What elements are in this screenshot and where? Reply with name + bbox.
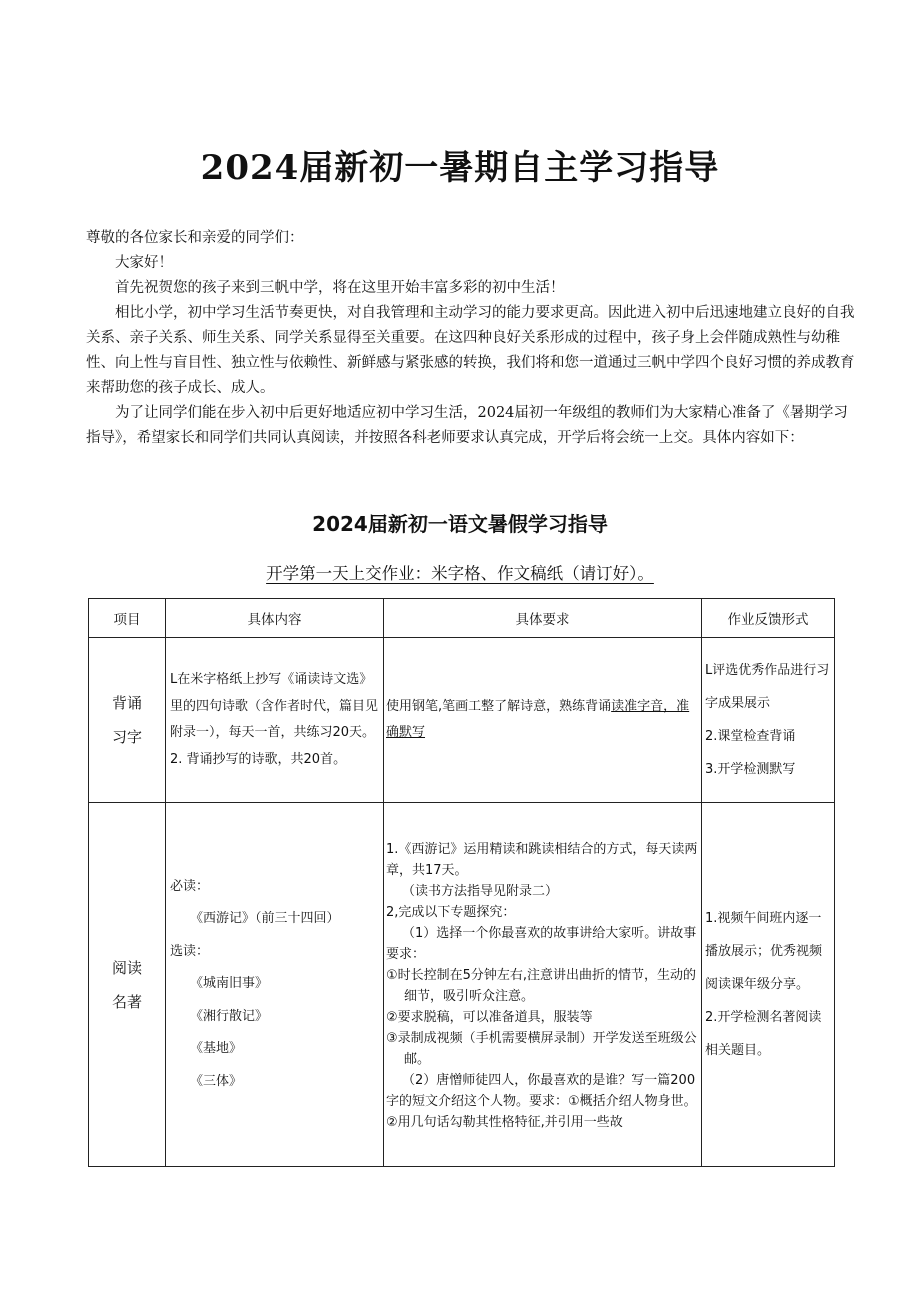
homework-notice-text: 开学第一天上交作业：米字格、作文稿纸（请订好）。 <box>266 564 654 583</box>
item-recite-calligraphy <box>89 638 166 803</box>
requirement-line: 2,完成以下专题探究： <box>386 904 516 920</box>
requirement-line: ②用几句话勾勒其性格特征,并引用一些故 <box>386 1114 623 1130</box>
table-row <box>89 638 835 803</box>
content-line: 《三体》 <box>190 1073 243 1089</box>
requirement-cell <box>384 638 702 803</box>
header-content: 具体内容 <box>166 599 384 638</box>
feedback-line: 2.课堂检查背诵 <box>705 729 796 744</box>
requirement-text <box>386 694 699 746</box>
content-line: 必读： <box>170 878 210 894</box>
requirement-plain: 使用钢笔,笔画工整了解诗意，熟练背诵 <box>386 699 612 714</box>
requirement-underlined: 读准字音，准确默写 <box>386 699 690 740</box>
page-title: 2024届新初一暑期自主学习指导 <box>200 148 720 188</box>
content-cell <box>166 803 384 1167</box>
feedback-cell <box>702 638 835 803</box>
table-row <box>89 803 835 1167</box>
intro-paragraph: 相比小学，初中学习生活节奏更快，对自我管理和主动学习的能力要求更高。因此进入初中后迅速地建立良好的自我关系、亲子关系、师生关系、同学关系显得至关重要。在这四种良好关系形成的过程中，孩子身上会伴随成熟性与幼稚性、向上性与盲目性、独立性与依赖性、新鲜感与紧张感的转换，我们将和您一道通过三帆中学四个良好习惯的养成教育来帮助您的孩子成长、成人。 <box>86 305 855 396</box>
content-line: 《城南旧事》 <box>190 976 269 992</box>
feedback-line: 3.开学检测默写 <box>705 762 796 777</box>
feedback-line: 1.视频午间班内逐一播放展示；优秀视频阅读课年级分享。 <box>705 911 823 992</box>
requirement-line: ②要求脱稿，可以准备道具，服装等 <box>386 1009 593 1025</box>
table-header-row <box>89 599 835 638</box>
intro-paragraph: 为了让同学们能在步入初中后更好地适应初中学习生活，2024届初一年级组的教师们为大家精心准备了《暑期学习指导》，希望家长和同学们共同认真阅读，并按照各科老师要求认真完成，开学后将会统一上交。具体内容如下： <box>86 405 848 446</box>
item-label: 阅读 <box>111 958 142 977</box>
feedback-line: L评选优秀作品进行习字成果展示 <box>705 663 830 711</box>
header-item: 项目 <box>89 599 166 638</box>
content-line: 《基地》 <box>190 1041 243 1057</box>
content-cell <box>166 638 384 803</box>
content-line: L在米字格纸上抄写《诵读诗文选》里的四句诗歌（含作者时代，篇目见附录一），每天一首，共练习20天。 <box>170 672 379 740</box>
feedback-cell <box>702 803 835 1167</box>
greeting-hello: 大家好！ <box>115 255 173 271</box>
greeting-salutation: 尊敬的各位家长和亲爱的同学们： <box>86 230 304 246</box>
requirement-line: 1.《西游记》运用精读和跳读相结合的方式，每天读两章，共17天。 <box>386 841 698 878</box>
requirement-line: （1）选择一个你最喜欢的故事讲给大家听。讲故事要求： <box>386 925 697 962</box>
content-line: 选读： <box>170 943 210 959</box>
item-label: 背诵 <box>111 694 142 712</box>
header-feedback: 作业反馈形式 <box>702 599 835 638</box>
intro-paragraph: 首先祝贺您的孩子来到三帆中学，将在这里开始丰富多彩的初中生活！ <box>115 280 565 296</box>
requirement-cell <box>384 803 702 1167</box>
item-label: 名著 <box>111 992 142 1011</box>
study-guide-table <box>88 598 835 1167</box>
content-line: 2. 背诵抄写的诗歌，共20首。 <box>170 751 347 767</box>
content-line: 《湘行散记》 <box>190 1008 269 1024</box>
content-line: 《西游记》（前三十四回） <box>190 911 340 927</box>
feedback-line: 2.开学检测名著阅读相关题目。 <box>705 1010 822 1058</box>
requirement-line: ③录制成视频（手机需要横屏录制）开学发送至班级公邮。 <box>386 1030 697 1067</box>
requirement-line: （读书方法指导见附录二） <box>402 883 559 899</box>
item-label: 习字 <box>111 728 142 746</box>
item-classic-reading <box>89 803 166 1167</box>
section-title: 2024届新初一语文暑假学习指导 <box>312 512 608 536</box>
requirement-line: （2）唐憎师徒四人，你最喜欢的是谁？写一篇200字的短文介绍这个人物。要求：①概括介绍人物身世。 <box>386 1072 697 1109</box>
requirement-line: ①时长控制在5分钟左右,注意讲出曲折的情节，生动的细节，吸引听众注意。 <box>386 967 697 1004</box>
header-requirement: 具体要求 <box>384 599 702 638</box>
homework-notice <box>0 560 920 584</box>
intro-letter <box>86 226 856 451</box>
